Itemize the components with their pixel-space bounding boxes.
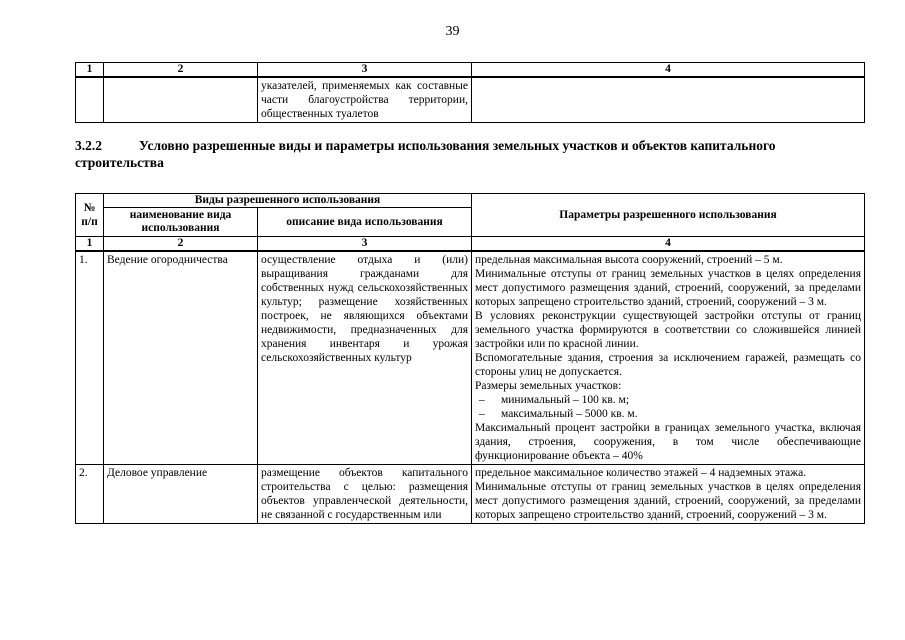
param-text: предельное максимальное количество этажей – 4 надземных этажа. bbox=[475, 467, 807, 479]
param-text: Минимальные отступы от границ земельных участков в целях определения мест допустимого размещения зданий, строений, сооружений, за пределами которых запрещено строительство зданий, строений, сооружений – 3 м. bbox=[475, 268, 861, 308]
cell-num: 2. bbox=[76, 465, 104, 524]
list-item-text: максимальный – 5000 кв. м. bbox=[501, 408, 638, 420]
continued-table bbox=[75, 62, 865, 123]
section-title: Условно разрешенные виды и параметры использования земельных участков и объектов капитального строительства bbox=[75, 138, 776, 170]
col-num-2: 2 bbox=[104, 237, 258, 252]
param-text: В условиях реконструкции существующей застройки отступы от границ земельного участка формируются в соответствии со сложившейся линией застройки или по красной линии. bbox=[475, 310, 861, 350]
header-row-1 bbox=[76, 194, 865, 208]
param-text: Размеры земельных участков: bbox=[475, 380, 622, 392]
list-item: – максимальный – 5000 кв. м. bbox=[479, 408, 638, 420]
table-row bbox=[76, 251, 865, 465]
cell-name: Ведение огородничества bbox=[104, 251, 258, 465]
param-text: Минимальные отступы от границ земельных участков в целях определения мест допустимого размещения зданий, строений, сооружений, за пределами которых запрещено строительство зданий, строений, сооружений – 3 м. bbox=[475, 481, 861, 521]
cell-name bbox=[104, 77, 258, 123]
header-description: описание вида использования bbox=[258, 208, 472, 237]
param-text: предельная максимальная высота сооружений, строений – 5 м. bbox=[475, 254, 783, 266]
param-text: Максимальный процент застройки в границах земельного участка, включая здания, строения, сооружения, в том числе обеспечивающие функционирование объекта – 40% bbox=[475, 422, 861, 462]
col-num-4: 4 bbox=[472, 63, 865, 78]
col-num-3: 3 bbox=[258, 237, 472, 252]
header-num: № п/п bbox=[76, 194, 104, 237]
header-params: Параметры разрешенного использования bbox=[472, 194, 865, 237]
cell-num: 1. bbox=[76, 251, 104, 465]
cell-params bbox=[472, 77, 865, 123]
col-num-4: 4 bbox=[472, 237, 865, 252]
cell-num bbox=[76, 77, 104, 123]
header-name: наименование вида использования bbox=[104, 208, 258, 237]
header-types-group: Виды разрешенного использования bbox=[104, 194, 472, 208]
page-number: 39 bbox=[445, 24, 460, 39]
table-row bbox=[76, 77, 865, 123]
section-number: 3.2.2 bbox=[75, 138, 102, 153]
col-num-1: 1 bbox=[76, 63, 104, 78]
table-row bbox=[76, 465, 865, 524]
column-number-row bbox=[76, 237, 865, 252]
cell-name: Деловое управление bbox=[104, 465, 258, 524]
permitted-uses-table bbox=[75, 193, 865, 524]
col-num-1: 1 bbox=[76, 237, 104, 252]
cell-description: осуществление отдыха и (или) выращивания гражданами для собственных нужд сельскохозяйственных культур; размещение хозяйственных построек, не являющихся объектами недвижимости, предназначенных для хранения инвентаря и урожая сельскохозяйственных культур bbox=[258, 251, 472, 465]
cell-params bbox=[472, 251, 865, 465]
list-item-text: минимальный – 100 кв. м; bbox=[501, 394, 630, 406]
cell-description: указателей, применяемых как составные части благоустройства территории, общественных туалетов bbox=[258, 77, 472, 123]
cell-params bbox=[472, 465, 865, 524]
col-num-2: 2 bbox=[104, 63, 258, 78]
cell-description: размещение объектов капитального строительства с целью: размещения объектов управленческой деятельности, не связанной с государственным или bbox=[258, 465, 472, 524]
col-num-3: 3 bbox=[258, 63, 472, 78]
column-number-row bbox=[76, 63, 865, 78]
param-text: Вспомогательные здания, строения за исключением гаражей, размещать со стороны улиц не допускается. bbox=[475, 352, 861, 378]
section-heading bbox=[75, 137, 865, 171]
list-item: – минимальный – 100 кв. м; bbox=[479, 394, 630, 406]
